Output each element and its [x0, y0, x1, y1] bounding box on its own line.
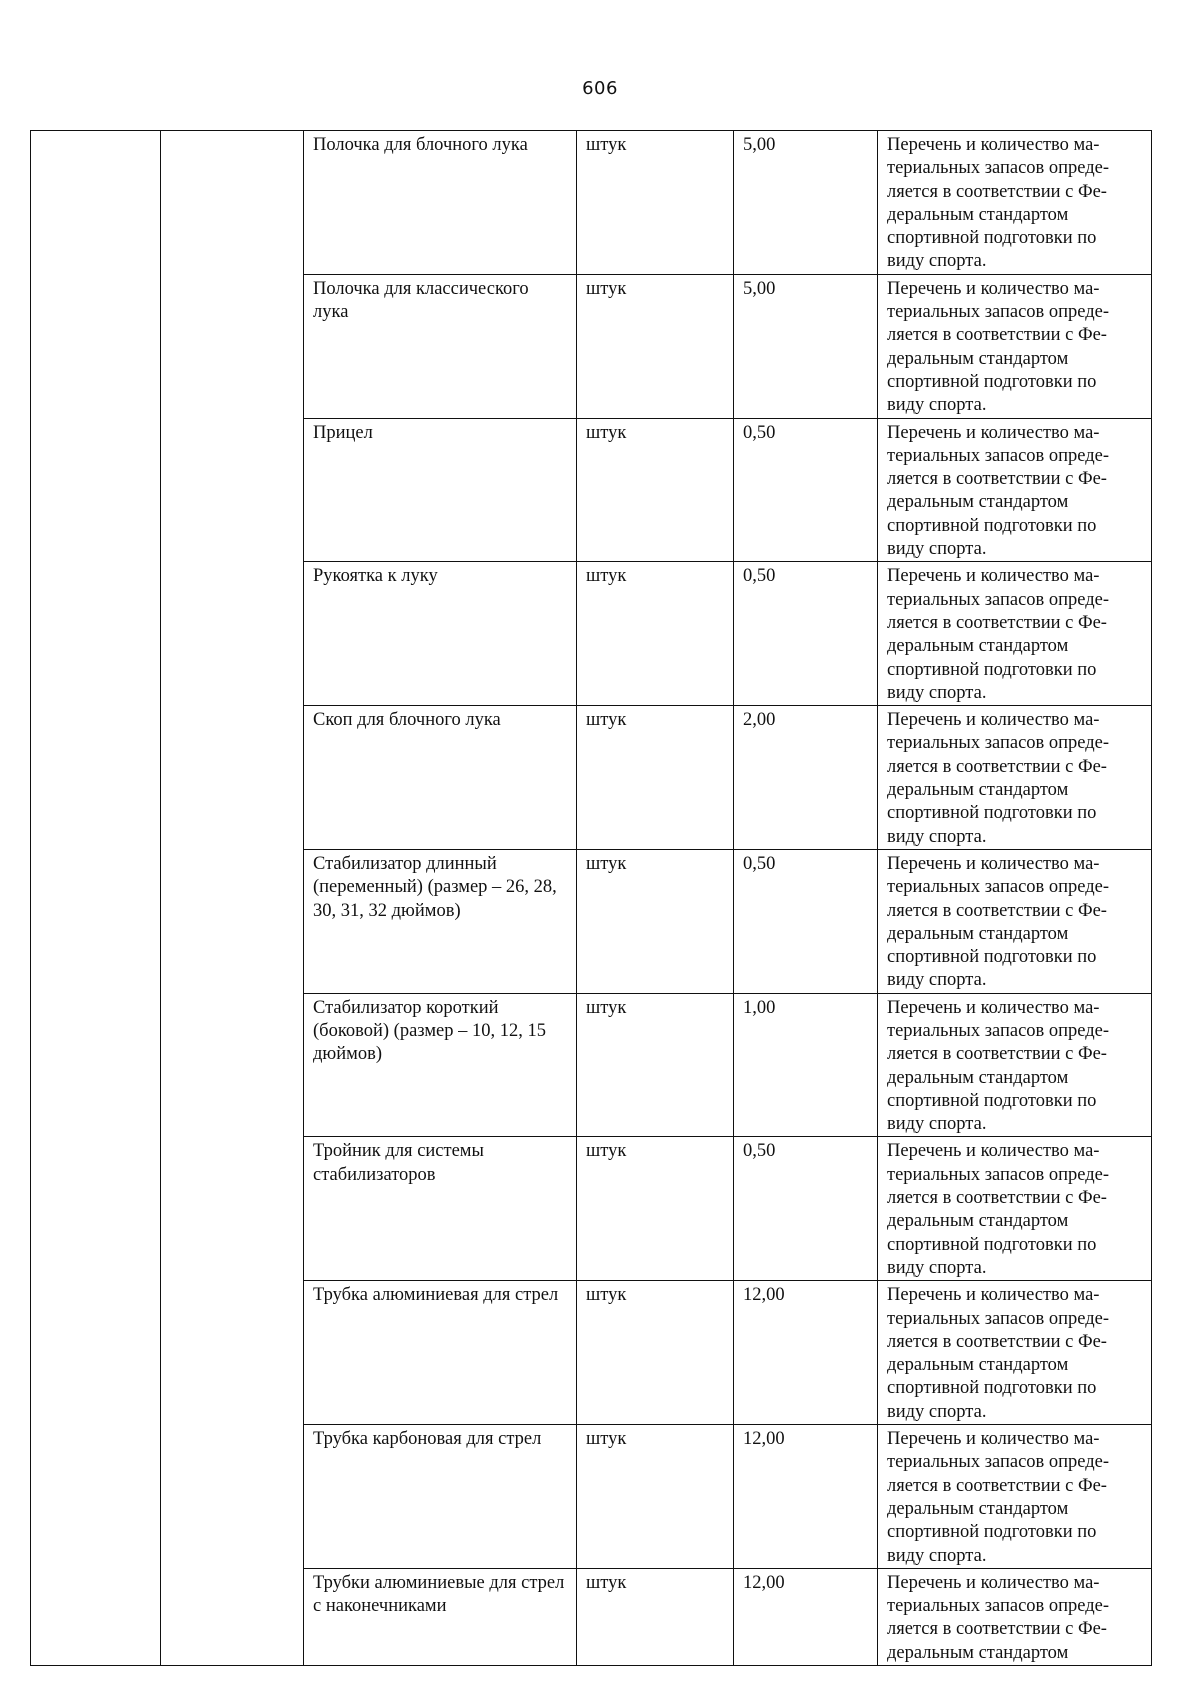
note-cell: Перечень и количество ма- териальных запасов опреде- ляется в соответствии с Фе- деральным стандартом спортивной подготовки по виду спорта.: [878, 706, 1152, 850]
item-name-cell: Скоп для блочного лука: [304, 706, 577, 850]
quantity-cell: 5,00: [734, 131, 878, 275]
quantity-cell: 0,50: [734, 418, 878, 562]
item-name-cell: Стабилизатор длинный (переменный) (размер – 26, 28, 30, 31, 32 дюймов): [304, 849, 577, 993]
item-name-cell: Рукоятка к луку: [304, 562, 577, 706]
table-row: [31, 131, 1152, 275]
quantity-cell: 0,50: [734, 1137, 878, 1281]
quantity-cell: 12,00: [734, 1425, 878, 1569]
note-cell: Перечень и количество ма- териальных запасов опреде- ляется в соответствии с Фе- деральным стандартом спортивной подготовки по виду спорта.: [878, 131, 1152, 275]
quantity-cell: 0,50: [734, 849, 878, 993]
empty-column-1: [31, 131, 161, 1666]
unit-cell: штук: [577, 562, 734, 706]
note-cell: Перечень и количество ма- териальных запасов опреде- ляется в соответствии с Фе- деральным стандартом спортивной подготовки по виду спорта.: [878, 274, 1152, 418]
note-cell: Перечень и количество ма- териальных запасов опреде- ляется в соответствии с Фе- деральным стандартом спортивной подготовки по виду спорта.: [878, 1425, 1152, 1569]
note-cell: Перечень и количество ма- териальных запасов опреде- ляется в соответствии с Фе- деральным стандартом: [878, 1568, 1152, 1665]
page-number: 606: [582, 78, 618, 99]
empty-column-2: [161, 131, 304, 1666]
quantity-cell: 12,00: [734, 1281, 878, 1425]
unit-cell: штук: [577, 418, 734, 562]
unit-cell: штук: [577, 131, 734, 275]
unit-cell: штук: [577, 849, 734, 993]
equipment-table: [30, 130, 1152, 1666]
quantity-cell: 5,00: [734, 274, 878, 418]
unit-cell: штук: [577, 1425, 734, 1569]
item-name-cell: Полочка для блочного лука: [304, 131, 577, 275]
unit-cell: штук: [577, 706, 734, 850]
quantity-cell: 2,00: [734, 706, 878, 850]
item-name-cell: Прицел: [304, 418, 577, 562]
unit-cell: штук: [577, 1137, 734, 1281]
item-name-cell: Трубка алюминиевая для стрел: [304, 1281, 577, 1425]
quantity-cell: 12,00: [734, 1568, 878, 1665]
unit-cell: штук: [577, 993, 734, 1137]
item-name-cell: Стабилизатор короткий (боковой) (размер – 10, 12, 15 дюймов): [304, 993, 577, 1137]
item-name-cell: Полочка для классического лука: [304, 274, 577, 418]
item-name-cell: Трубки алюминиевые для стрел с наконечниками: [304, 1568, 577, 1665]
note-cell: Перечень и количество ма- териальных запасов опреде- ляется в соответствии с Фе- деральным стандартом спортивной подготовки по виду спорта.: [878, 1281, 1152, 1425]
quantity-cell: 0,50: [734, 562, 878, 706]
note-cell: Перечень и количество ма- териальных запасов опреде- ляется в соответствии с Фе- деральным стандартом спортивной подготовки по виду спорта.: [878, 562, 1152, 706]
item-name-cell: Тройник для системы стабилизаторов: [304, 1137, 577, 1281]
item-name-cell: Трубка карбоновая для стрел: [304, 1425, 577, 1569]
unit-cell: штук: [577, 1568, 734, 1665]
note-cell: Перечень и количество ма- териальных запасов опреде- ляется в соответствии с Фе- деральным стандартом спортивной подготовки по виду спорта.: [878, 418, 1152, 562]
note-cell: Перечень и количество ма- териальных запасов опреде- ляется в соответствии с Фе- деральным стандартом спортивной подготовки по виду спорта.: [878, 1137, 1152, 1281]
quantity-cell: 1,00: [734, 993, 878, 1137]
note-cell: Перечень и количество ма- териальных запасов опреде- ляется в соответствии с Фе- деральным стандартом спортивной подготовки по виду спорта.: [878, 849, 1152, 993]
unit-cell: штук: [577, 1281, 734, 1425]
note-cell: Перечень и количество ма- териальных запасов опреде- ляется в соответствии с Фе- деральным стандартом спортивной подготовки по виду спорта.: [878, 993, 1152, 1137]
unit-cell: штук: [577, 274, 734, 418]
